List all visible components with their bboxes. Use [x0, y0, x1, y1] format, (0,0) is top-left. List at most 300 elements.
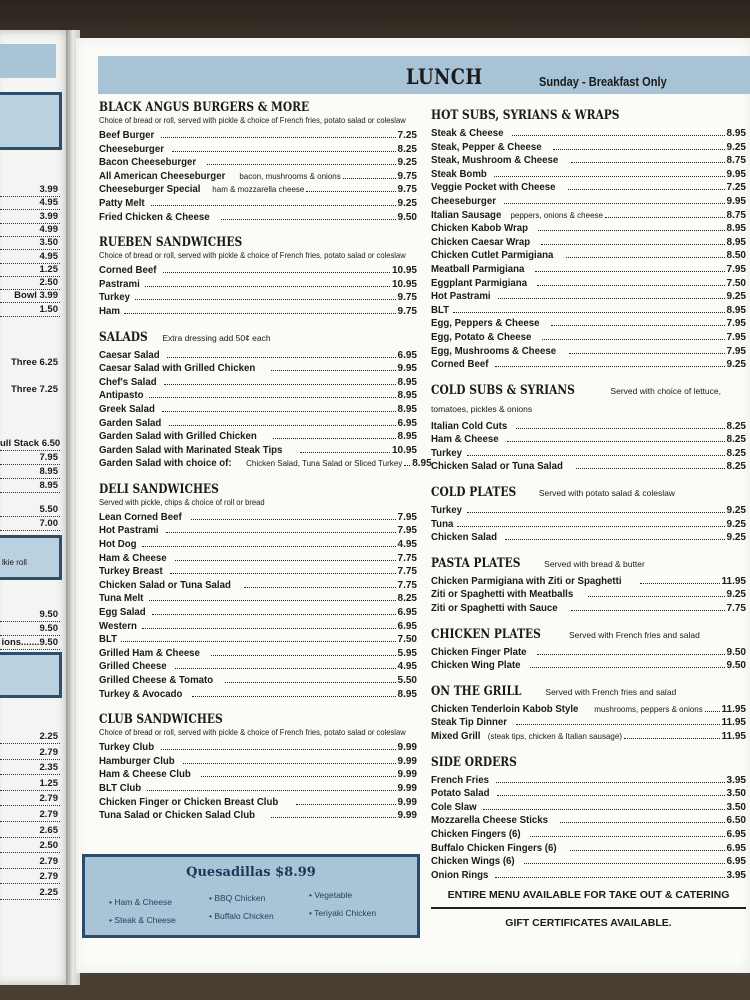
- item-price: 3.95: [726, 869, 746, 881]
- footer-rule: [431, 907, 746, 909]
- item-name: Chicken Salad: [431, 531, 498, 544]
- menu-item: [431, 195, 746, 209]
- section-description: Choice of bread or roll, served with pickle & choice of French fries, potato salad or coleslaw: [99, 116, 406, 125]
- menu-item: [99, 620, 417, 634]
- dot-leader: [183, 763, 395, 764]
- item-price: 6.95: [726, 842, 746, 854]
- item-price: 9.25: [726, 359, 746, 371]
- item-price: 9.99: [397, 769, 417, 781]
- dot-leader: [453, 312, 725, 313]
- quesadilla-option: • Steak & Cheese: [109, 915, 176, 925]
- dot-leader: [524, 863, 725, 864]
- dot-leader: [169, 425, 396, 426]
- item-price: 6.95: [397, 349, 417, 361]
- item-name: Turkey: [431, 504, 462, 517]
- dot-leader: [175, 560, 396, 561]
- menu-section: [431, 753, 746, 883]
- left-page-price: 2.79: [0, 809, 60, 822]
- item-price: 11.95: [721, 703, 746, 715]
- dot-leader: [151, 205, 396, 206]
- dot-leader: [467, 455, 725, 456]
- section-note: Extra dressing add 50¢ each: [162, 332, 271, 343]
- dot-leader: [568, 189, 724, 190]
- menu-item: [431, 801, 746, 815]
- section-title: CLUB SANDWICHES: [99, 712, 223, 728]
- item-name: Turkey: [431, 446, 462, 459]
- item-price: 10.95: [391, 444, 417, 456]
- dot-leader: [497, 795, 725, 796]
- menu-section: [431, 483, 746, 545]
- item-name: Garden Salad with choice of:: [99, 457, 232, 470]
- dot-leader: [145, 286, 390, 287]
- item-price: 9.75: [397, 184, 417, 196]
- takeout-notice: ENTIRE MENU AVAILABLE FOR TAKE OUT & CATERING: [447, 889, 730, 902]
- item-name: Turkey Club: [99, 741, 155, 754]
- menu-item: [431, 263, 746, 277]
- menu-item: [431, 304, 746, 318]
- menu-item: [431, 345, 746, 359]
- menu-item: [431, 842, 746, 856]
- menu-item: [99, 305, 417, 319]
- item-price: 7.75: [397, 579, 417, 591]
- item-name: Chicken Salad or Tuna Salad: [431, 460, 563, 473]
- section-description: Served with pickle, chips & choice of roll or bread: [99, 497, 265, 507]
- item-price: 8.95: [397, 376, 417, 388]
- item-price: 9.99: [397, 796, 417, 808]
- item-note: (steak tips, chicken & Italian sausage): [487, 732, 622, 741]
- item-price: 7.50: [397, 634, 417, 646]
- item-name: Ham: [99, 304, 120, 317]
- item-name: Beef Burger: [99, 129, 155, 141]
- quesadilla-option: • Teriyaki Chicken: [309, 908, 377, 918]
- item-note: bacon, mushrooms & onions: [239, 171, 341, 181]
- item-name: Mozzarella Cheese Sticks: [431, 814, 549, 827]
- item-price: 9.25: [726, 532, 746, 544]
- menu-section: [431, 381, 746, 474]
- menu-column-left: [99, 98, 432, 832]
- section-title: CHICKEN PLATES: [431, 626, 541, 642]
- dot-leader: [300, 452, 390, 453]
- left-page-price: 2.65: [0, 825, 60, 838]
- section-title: COLD SUBS & SYRIANS: [431, 382, 575, 398]
- menu-item: [431, 504, 746, 518]
- left-page-price: 1.25: [0, 778, 60, 791]
- quesadilla-option: • Buffalo Chicken: [209, 911, 274, 921]
- dot-leader: [162, 411, 396, 412]
- item-name: Tuna Salad or Chicken Salad Club: [99, 809, 256, 822]
- dot-leader: [530, 667, 724, 668]
- dot-leader: [404, 465, 410, 466]
- menu-item: [99, 674, 417, 688]
- item-name: Ham & Cheese: [431, 433, 499, 446]
- menu-item: [99, 197, 417, 211]
- item-price: 9.25: [726, 518, 746, 530]
- item-name: Egg, Peppers & Cheese: [431, 317, 540, 330]
- item-name: Italian Cold Cuts: [431, 419, 508, 432]
- item-name: Ham & Cheese: [99, 551, 167, 564]
- item-name: Turkey: [99, 291, 130, 304]
- item-price: 7.95: [726, 263, 746, 275]
- dot-leader: [551, 325, 725, 326]
- section-title: HOT SUBS, SYRIANS & WRAPS: [431, 108, 620, 123]
- menu-item: [431, 277, 746, 291]
- menu-item: [99, 444, 417, 458]
- section-note: Served with bread & butter: [544, 558, 645, 569]
- item-name: Chicken Wing Plate: [431, 659, 521, 672]
- left-page-price: 2.79: [0, 793, 60, 806]
- item-price: 11.95: [721, 731, 746, 742]
- left-page-price: 2.25: [0, 731, 60, 744]
- menu-item: [99, 183, 417, 197]
- dot-leader: [161, 137, 395, 138]
- dot-leader: [192, 696, 396, 697]
- item-price: 9.25: [397, 157, 417, 169]
- dot-leader: [166, 532, 396, 533]
- dot-leader: [504, 203, 725, 204]
- lunch-subtitle: Sunday - Breakfast Only: [539, 74, 667, 89]
- item-name: Hot Pastrami: [99, 524, 159, 537]
- dot-leader: [170, 573, 395, 574]
- item-price: 8.95: [397, 403, 417, 415]
- dot-leader: [512, 135, 725, 136]
- item-price: 9.25: [726, 291, 746, 303]
- left-blue-box-3: [0, 652, 62, 698]
- menu-item: [431, 222, 746, 236]
- item-name: Cheeseburger Special: [99, 183, 201, 196]
- menu-item: [431, 209, 746, 223]
- dot-leader: [624, 738, 720, 739]
- item-price: 9.75: [397, 305, 417, 317]
- item-name: Hot Dog: [99, 538, 137, 551]
- dot-leader: [142, 628, 395, 629]
- dot-leader: [542, 339, 724, 340]
- item-name: Caesar Salad: [99, 348, 160, 361]
- menu-section: [99, 98, 417, 224]
- left-page-price: 9.50: [0, 623, 60, 636]
- item-name: Chicken Fingers (6): [431, 827, 521, 840]
- item-price: 9.50: [726, 646, 746, 658]
- dot-leader: [172, 151, 396, 152]
- dot-leader: [221, 219, 395, 220]
- item-name: Patty Melt: [99, 196, 145, 209]
- left-blue-box-2: [0, 535, 62, 580]
- menu-item: [99, 633, 417, 647]
- dot-leader: [569, 353, 725, 354]
- dot-leader: [271, 817, 396, 818]
- item-name: Potato Salad: [431, 787, 490, 800]
- item-name: Garden Salad with Marinated Steak Tips: [99, 443, 283, 456]
- left-page-price: 2.79: [0, 871, 60, 884]
- item-name: Onion Rings: [431, 868, 489, 881]
- item-price: 9.75: [397, 170, 417, 182]
- item-name: Chicken Cutlet Parmigiana: [431, 249, 554, 262]
- section-note: Served with potato salad & coleslaw: [538, 488, 675, 499]
- item-name: Chicken Finger or Chicken Breast Club: [99, 795, 279, 808]
- menu-item: [431, 814, 746, 828]
- menu-item: [431, 646, 746, 660]
- left-page-price: 4.95: [0, 251, 60, 264]
- item-name: Chicken Salad or Tuna Salad: [99, 578, 231, 591]
- item-name: BLT: [99, 633, 118, 646]
- menu-item: [431, 855, 746, 869]
- dot-leader: [494, 176, 725, 177]
- menu-item: [99, 592, 417, 606]
- item-name: Veggie Pocket with Cheese: [431, 181, 556, 194]
- menu-item: [99, 156, 417, 170]
- item-price: 6.95: [397, 620, 417, 632]
- item-price: 8.25: [726, 447, 746, 459]
- item-price: 8.75: [726, 209, 746, 221]
- dot-leader: [495, 877, 724, 878]
- item-name: Steak, Mushroom & Cheese: [431, 154, 559, 167]
- menu-item: [99, 389, 417, 403]
- menu-item: [431, 420, 746, 434]
- left-page-price: 3.99: [0, 184, 60, 197]
- menu-item: [99, 688, 417, 702]
- dot-leader: [530, 836, 724, 837]
- item-name: Steak Tip Dinner: [431, 716, 508, 729]
- dot-leader: [605, 217, 725, 218]
- menu-item: [99, 768, 417, 782]
- quesadilla-option: • Vegetable: [309, 890, 353, 900]
- left-page-price: 4.99: [0, 224, 60, 237]
- dot-leader: [271, 370, 396, 371]
- menu-section: [99, 710, 417, 823]
- left-page-price: 2.25: [0, 887, 60, 900]
- menu-item: [431, 575, 746, 589]
- menu-item: [431, 154, 746, 168]
- left-page-price: 9.50: [0, 609, 60, 622]
- menu-item: [431, 317, 746, 331]
- item-price: 7.95: [726, 345, 746, 357]
- item-name: All American Cheeseburger: [99, 169, 226, 182]
- dot-leader: [560, 822, 724, 823]
- item-price: 9.95: [397, 363, 417, 375]
- item-name: French Fries: [431, 773, 489, 786]
- left-page-price: 2.50: [0, 277, 60, 290]
- gift-certificates-notice: GIFT CERTIFICATES AVAILABLE.: [505, 917, 672, 930]
- section-title: SALADS: [99, 329, 148, 345]
- item-name: Hot Pastrami: [431, 290, 491, 303]
- item-name: Greek Salad: [99, 402, 155, 415]
- item-price: 7.75: [397, 552, 417, 564]
- menu-item: [431, 168, 746, 182]
- dot-leader: [516, 428, 725, 429]
- section-title: SIDE ORDERS: [431, 754, 517, 770]
- item-price: 9.25: [726, 141, 746, 153]
- dot-leader: [142, 546, 396, 547]
- menu-item: [431, 869, 746, 883]
- dot-leader: [570, 850, 725, 851]
- menu-item: [99, 755, 417, 769]
- quesadillas-title: Quesadillas $8.99: [186, 865, 316, 880]
- item-price: 8.25: [726, 420, 746, 432]
- item-name: Egg, Mushrooms & Cheese: [431, 344, 557, 357]
- item-name: Garden Salad with Grilled Chicken: [99, 430, 257, 443]
- item-name: Grilled Ham & Cheese: [99, 646, 200, 659]
- dot-leader: [163, 272, 390, 273]
- dot-leader: [211, 655, 396, 656]
- item-name: Pastrami: [99, 277, 140, 290]
- dot-leader: [167, 357, 396, 358]
- item-price: 6.95: [726, 828, 746, 840]
- dot-leader: [553, 149, 724, 150]
- item-name: Chicken Tenderloin Kabob Style: [431, 702, 579, 715]
- item-price: 10.95: [391, 278, 417, 290]
- quesadilla-option: • Ham & Cheese: [109, 897, 172, 907]
- menu-item: [431, 716, 746, 730]
- menu-item: [99, 552, 417, 566]
- dot-leader: [149, 600, 395, 601]
- item-price: 7.75: [397, 566, 417, 578]
- menu-section: [431, 625, 746, 673]
- menu-item: [99, 606, 417, 620]
- item-price: 8.25: [397, 593, 417, 605]
- menu-item: [99, 782, 417, 796]
- item-price: 7.50: [726, 277, 746, 289]
- item-note: Chicken Salad, Tuna Salad or Sliced Turkey: [246, 459, 403, 469]
- item-price: 10.95: [391, 265, 417, 277]
- menu-item: [99, 457, 432, 471]
- menu-item: [99, 143, 417, 157]
- item-name: Corned Beef: [99, 264, 157, 277]
- item-note: mushrooms, peppers & onions: [594, 704, 703, 714]
- section-title: RUEBEN SANDWICHES: [99, 235, 243, 251]
- left-box-text: lkie roll: [2, 558, 27, 567]
- item-price: 9.50: [726, 660, 746, 672]
- lunch-title: LUNCH: [406, 64, 483, 89]
- dot-leader: [343, 178, 396, 179]
- dot-leader: [495, 366, 724, 367]
- dot-leader: [507, 441, 725, 442]
- dot-leader: [571, 162, 724, 163]
- menu-section: [431, 554, 746, 616]
- dot-leader: [296, 804, 396, 805]
- item-name: Grilled Cheese: [99, 660, 167, 673]
- dot-leader: [121, 641, 396, 642]
- item-price: 6.95: [397, 607, 417, 619]
- item-price: 7.95: [726, 331, 746, 343]
- dot-leader: [566, 257, 724, 258]
- item-price: 9.75: [397, 292, 417, 304]
- left-page-price: ull Stack 6.50: [0, 438, 60, 449]
- menu-item: [99, 660, 417, 674]
- section-note: Served with French fries and salad: [545, 686, 677, 697]
- menu-item: [431, 236, 746, 250]
- dot-leader: [588, 596, 725, 597]
- item-name: Steak Bomb: [431, 167, 487, 180]
- menu-item: [431, 774, 746, 788]
- menu-item: [431, 518, 746, 532]
- menu-item: [431, 358, 746, 372]
- dot-leader: [467, 512, 725, 513]
- menu-item: [99, 524, 417, 538]
- item-price: 8.50: [726, 250, 746, 262]
- item-price: 7.95: [397, 511, 417, 523]
- item-name: Turkey Breast: [99, 565, 163, 578]
- dot-leader: [161, 749, 396, 750]
- left-page-price: 4.95: [0, 197, 60, 210]
- menu-item: [99, 129, 417, 143]
- item-name: Cole Slaw: [431, 800, 477, 813]
- dot-leader: [571, 610, 725, 611]
- item-price: 9.25: [726, 589, 746, 601]
- item-name: Bacon Cheeseburger: [99, 156, 197, 169]
- item-name: Ziti or Spaghetti with Sauce: [431, 602, 558, 615]
- left-header-band: [0, 44, 56, 78]
- section-description: Choice of bread or roll, served with pickle & choice of French fries, potato salad or coleslaw: [99, 251, 406, 261]
- section-title: DELI SANDWICHES: [99, 481, 219, 497]
- dot-leader: [135, 299, 396, 300]
- item-price: 5.50: [397, 675, 417, 686]
- menu-item: [99, 579, 417, 593]
- item-name: Meatball Parmigiana: [431, 262, 525, 275]
- item-name: Grilled Cheese & Tomato: [99, 674, 214, 686]
- item-name: Antipasto: [99, 389, 144, 402]
- menu-item: [431, 703, 746, 717]
- item-name: Western: [99, 619, 137, 632]
- left-page-price: 2.79: [0, 747, 60, 760]
- dot-leader: [496, 782, 725, 783]
- dot-leader: [541, 244, 725, 245]
- menu-item: [99, 565, 417, 579]
- menu-item: [99, 511, 417, 525]
- section-title: ON THE GRILL: [431, 683, 522, 699]
- item-price: 9.99: [397, 810, 417, 822]
- dot-leader: [207, 164, 396, 165]
- item-price: 11.95: [721, 717, 746, 729]
- item-price: 8.75: [726, 155, 746, 167]
- menu-item: [99, 538, 417, 552]
- item-name: Hamburger Club: [99, 754, 175, 767]
- item-price: 9.25: [726, 505, 746, 517]
- item-price: 8.25: [726, 434, 746, 446]
- menu-item: [99, 349, 417, 363]
- dot-leader: [516, 724, 720, 725]
- menu-item: [431, 127, 746, 141]
- dot-leader: [191, 519, 396, 520]
- menu-item: [431, 290, 746, 304]
- menu-item: [431, 249, 746, 263]
- item-name: Steak & Cheese: [431, 127, 504, 139]
- left-menu-page: [0, 30, 72, 985]
- quesadilla-option: • BBQ Chicken: [209, 893, 266, 903]
- item-price: 9.99: [397, 755, 417, 767]
- item-name: Chicken Finger Plate: [431, 645, 527, 658]
- item-name: Cheeseburger: [431, 194, 496, 207]
- menu-item: [431, 787, 746, 801]
- dot-leader: [201, 776, 396, 777]
- dot-leader: [538, 230, 724, 231]
- item-price: 7.95: [726, 318, 746, 330]
- menu-item: [431, 588, 746, 602]
- menu-item: [99, 170, 417, 184]
- menu-section: [99, 480, 417, 701]
- item-price: 7.25: [726, 182, 746, 194]
- menu-item: [431, 602, 746, 616]
- left-blue-box: [0, 92, 62, 150]
- left-page-price: 3.50: [0, 237, 60, 250]
- section-note: Served with French fries and salad: [568, 629, 700, 640]
- dot-leader: [505, 539, 725, 540]
- section-title: BLACK ANGUS BURGERS & MORE: [99, 100, 310, 115]
- item-price: 8.25: [397, 143, 417, 155]
- left-page-price: Bowl 3.99: [0, 290, 60, 303]
- item-note: peppers, onions & cheese: [510, 210, 603, 220]
- item-price: 3.50: [726, 788, 746, 800]
- item-price: 9.95: [726, 195, 746, 207]
- item-price: 4.95: [397, 539, 417, 551]
